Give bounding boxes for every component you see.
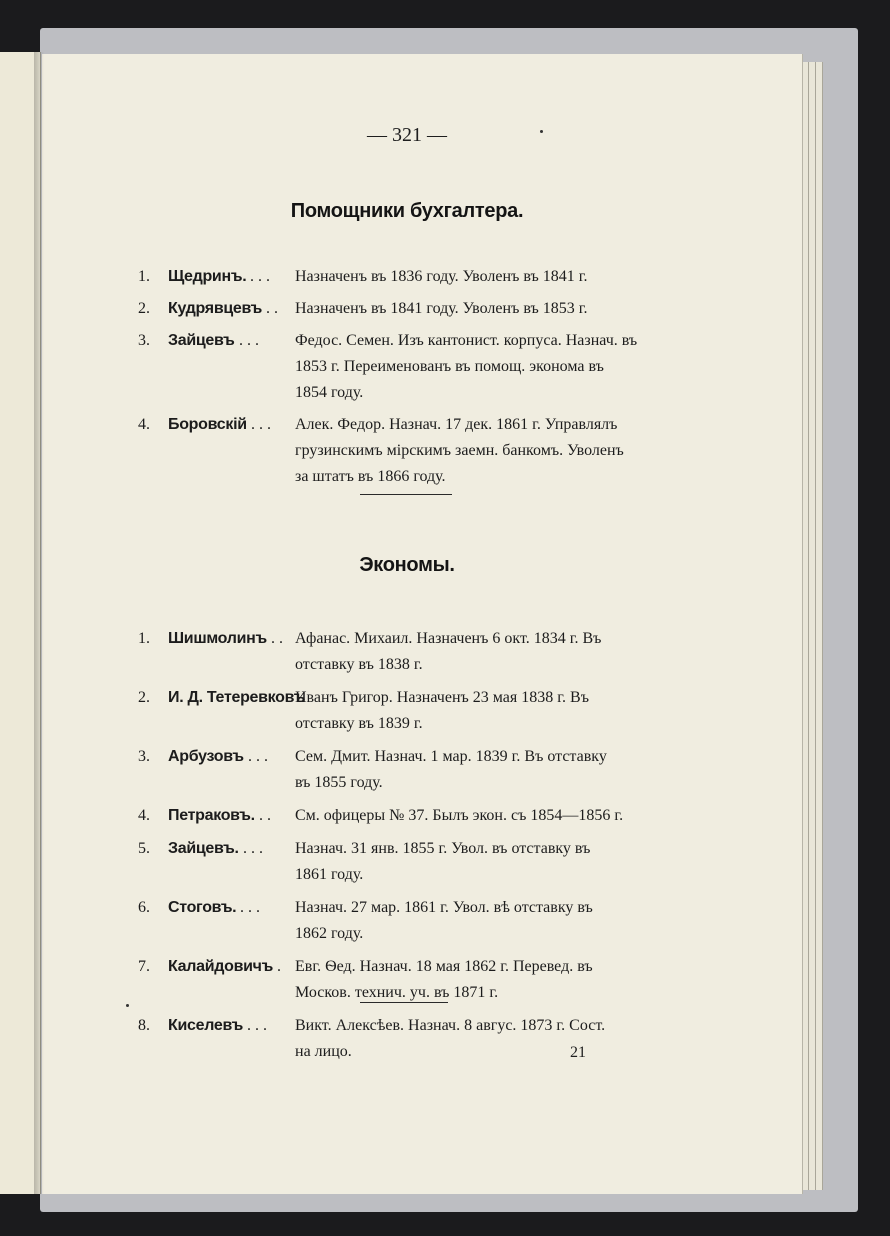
person-name: Шишмолинъ xyxy=(168,630,267,647)
leader-dots: . . . xyxy=(250,268,270,285)
spine-shadow xyxy=(34,52,44,1194)
person-name: Боровскій xyxy=(168,416,247,433)
person-name: И. Д. Тетеревковъ xyxy=(168,689,306,706)
description-line: на лицо. xyxy=(295,1043,352,1060)
leader-dots: . . . xyxy=(247,1017,267,1034)
entry-number: 2. xyxy=(138,689,150,706)
description-line: за штатъ въ 1866 году. xyxy=(295,468,446,485)
description-line: Назнач. 31 янв. 1855 г. Увол. въ отставку въ xyxy=(295,840,591,857)
description-line: 1854 году. xyxy=(295,384,364,401)
paper-speck xyxy=(540,130,543,133)
leader-dots: . . xyxy=(266,300,278,317)
person-name: Зайцевъ. xyxy=(168,840,239,857)
description-line: въ 1855 году. xyxy=(295,774,383,791)
entry-description xyxy=(295,803,695,829)
entry-description xyxy=(295,296,695,322)
entry-description xyxy=(295,954,695,1006)
description-line: Назначенъ въ 1836 году. Уволенъ въ 1841 г. xyxy=(295,268,588,285)
description-line: 1853 г. Переименованъ въ помощ. эконома въ xyxy=(295,358,604,375)
leader-dots: . . . xyxy=(248,748,268,765)
entry-description xyxy=(295,685,695,737)
description-line: грузинскимъ мірскимъ заемн. банкомъ. Уволенъ xyxy=(295,442,624,459)
section-title-stewards: Экономы. xyxy=(359,554,455,576)
person-name: Петраковъ. xyxy=(168,807,255,824)
entry-description xyxy=(295,895,695,947)
description-line: Алек. Федор. Назнач. 17 дек. 1861 г. Управлялъ xyxy=(295,416,618,433)
entry-description xyxy=(295,264,695,290)
description-line: Федос. Семен. Изъ кантонист. корпуса. Назнач. въ xyxy=(295,332,638,349)
entry-number: 6. xyxy=(138,899,150,916)
page-number-bottom: 21 xyxy=(570,1044,586,1061)
description-line: Назначенъ въ 1841 году. Уволенъ въ 1853 г. xyxy=(295,300,588,317)
section-divider xyxy=(360,494,452,495)
entry-number: 1. xyxy=(138,268,150,285)
leader-dots: . . . xyxy=(251,416,271,433)
page-number-top: — 321 — xyxy=(367,124,447,146)
description-line: 1861 году. xyxy=(295,866,364,883)
description-line: Назнач. 27 мар. 1861 г. Увол. вѣ отставку въ xyxy=(295,899,593,916)
description-line: отставку въ 1839 г. xyxy=(295,715,423,732)
book-page xyxy=(42,54,803,1194)
description-line: Сем. Дмит. Назнач. 1 мар. 1839 г. Въ отставку xyxy=(295,748,607,765)
entry-description xyxy=(295,412,695,490)
leader-dots: . . . xyxy=(239,332,259,349)
entry-number: 4. xyxy=(138,416,150,433)
entry-number: 4. xyxy=(138,807,150,824)
description-line: Иванъ Григор. Назначенъ 23 мая 1838 г. Въ xyxy=(295,689,589,706)
person-name: Арбузовъ xyxy=(168,748,244,765)
entry-number: 3. xyxy=(138,748,150,765)
entry-description xyxy=(295,328,695,406)
description-line: Москов. технич. уч. въ 1871 г. xyxy=(295,984,499,1001)
person-name: Зайцевъ xyxy=(168,332,235,349)
entry-description xyxy=(295,1013,695,1065)
description-line: отставку въ 1838 г. xyxy=(295,656,423,673)
description-line: См. офицеры № 37. Былъ экон. съ 1854—1856 г. xyxy=(295,807,624,824)
paper-speck xyxy=(126,1004,129,1007)
leader-dots: . . xyxy=(259,807,271,824)
entry-number: 5. xyxy=(138,840,150,857)
entry-number: 8. xyxy=(138,1017,150,1034)
person-name: Щедринъ. xyxy=(168,268,247,285)
person-name: Кудрявцевъ xyxy=(168,300,262,317)
description-line: Викт. Алексѣев. Назнач. 8 авгус. 1873 г. Сост. xyxy=(295,1017,606,1034)
entry-number: 3. xyxy=(138,332,150,349)
leader-dots: . . xyxy=(271,630,283,647)
description-line: 1862 году. xyxy=(295,925,364,942)
entry-number: 1. xyxy=(138,630,150,647)
leader-dots: . xyxy=(277,958,281,975)
entry-number: 7. xyxy=(138,958,150,975)
person-name: Калайдовичъ xyxy=(168,958,274,975)
leader-dots: . . . xyxy=(240,899,260,916)
section-title-assistant-accountants: Помощники бухгалтера. xyxy=(290,200,524,222)
description-line: Афанас. Михаил. Назначенъ 6 окт. 1834 г. Въ xyxy=(295,630,602,647)
description-line: Евг. Ѳед. Назнач. 18 мая 1862 г. Перевед. въ xyxy=(295,958,593,975)
entry-description xyxy=(295,744,695,796)
entry-description xyxy=(295,836,695,888)
leader-dots: . . . xyxy=(243,840,263,857)
person-name: Киселевъ xyxy=(168,1017,243,1034)
person-name: Стоговъ. xyxy=(168,899,237,916)
entry-number: 2. xyxy=(138,300,150,317)
section-divider xyxy=(360,1002,448,1003)
entry-description xyxy=(295,626,695,678)
